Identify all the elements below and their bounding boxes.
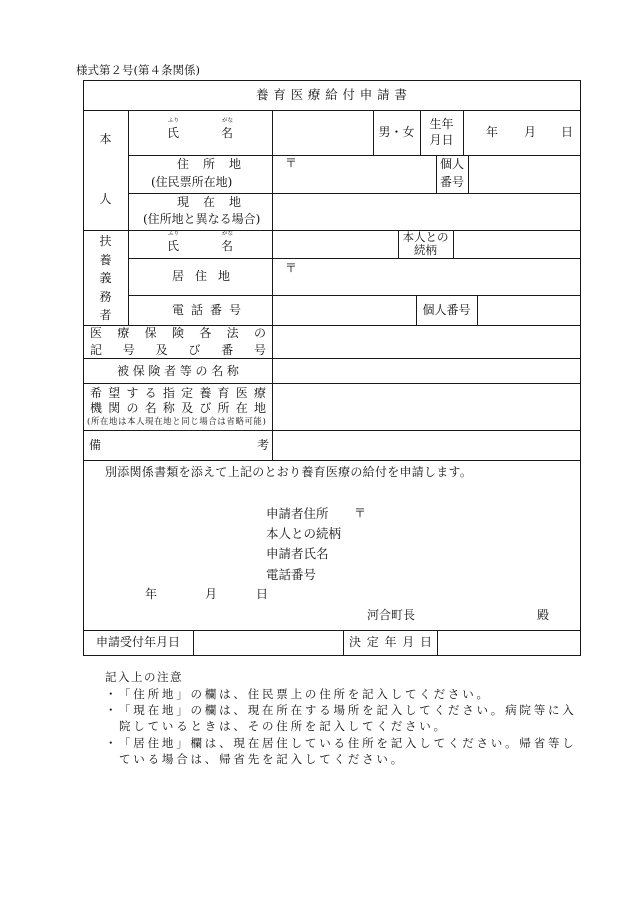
- note-bullet: ・: [105, 703, 120, 717]
- label-char: 場: [199, 416, 208, 426]
- label-char: 番: [221, 343, 234, 357]
- received-date-label: 申請受付年月日: [95, 635, 180, 649]
- label-char: 養: [99, 252, 112, 267]
- patient-group-label: [99, 133, 112, 205]
- label-char: 年: [384, 635, 397, 649]
- label-char: 法: [226, 326, 239, 340]
- label-char: 在: [100, 416, 109, 426]
- label-char: 険: [148, 364, 161, 378]
- honorific: 殿: [537, 608, 550, 622]
- patient-sex-options: 男・女: [378, 125, 415, 139]
- patient-individual-number-value-cell: [468, 155, 581, 194]
- application-month-unit: 月: [205, 587, 218, 601]
- guardian-relationship-label-line1: 本人との: [402, 230, 449, 244]
- application-day-unit: 日: [256, 587, 269, 601]
- label-char: 者: [99, 308, 112, 322]
- guardian-residence-label: [172, 270, 230, 282]
- note-bullet: ・: [105, 736, 120, 750]
- label-char: (: [87, 416, 91, 426]
- applicant-postal-mark: 〒: [354, 506, 367, 520]
- label-char: 医: [90, 326, 103, 340]
- insured-name-value-cell: [272, 358, 581, 384]
- label-char: 同: [181, 416, 190, 426]
- guardian-relationship-value-cell: [453, 230, 581, 259]
- label-char: 地: [228, 157, 241, 171]
- patient-address-note: (住民票所在地): [151, 175, 233, 189]
- label-char: 住: [194, 269, 207, 283]
- note-line: 「居住地」欄は、現在居住している住所を記入してください。帰省等し: [119, 736, 577, 750]
- patient-name-label: [167, 127, 233, 139]
- form-title: [256, 89, 407, 102]
- label-char: 本: [99, 132, 112, 146]
- patient-individual-number-label-line1: 個人: [439, 157, 464, 171]
- note-line: 「現在地」の欄は、現在所在する場所を記入してください。病院等に入: [119, 703, 577, 717]
- patient-birth-label-line2: 月日: [429, 133, 454, 147]
- label-char: 考: [256, 438, 269, 452]
- label-char: 番: [209, 303, 222, 317]
- label-char: と: [172, 416, 181, 426]
- label-char: 能: [253, 416, 262, 426]
- applicant-address-label: 申請者住所: [266, 506, 329, 521]
- label-char: 称: [162, 401, 175, 415]
- label-char: 療: [117, 326, 130, 340]
- patient-individual-number-label-line2: 番号: [439, 175, 464, 189]
- label-char: じ: [190, 416, 199, 426]
- label-char: 決: [349, 635, 362, 649]
- label-char: 定: [366, 635, 379, 649]
- label-char: 在: [202, 195, 215, 209]
- label-char: 定: [181, 386, 194, 400]
- label-char: 指: [162, 386, 175, 400]
- label-char: 希: [90, 386, 103, 400]
- label-char: 望: [108, 386, 121, 400]
- applicant-phone-label: 電話番号: [266, 567, 317, 582]
- label-char: 備: [89, 438, 102, 452]
- guardian-group-label: [99, 235, 112, 321]
- note-line: 「住所地」の欄は、住民票上の住所を記入してください。: [119, 687, 491, 701]
- label-char: 称: [226, 364, 239, 378]
- patient-birth-month-unit: 月: [524, 125, 537, 139]
- patient-name-value-cell: [272, 110, 374, 156]
- label-char: 住: [177, 157, 190, 171]
- label-char: 在: [235, 401, 248, 415]
- patient-current-label: [177, 196, 241, 208]
- guardian-individual-number-value-cell: [477, 295, 581, 326]
- label-char: 医: [290, 87, 304, 102]
- patient-current-note: (住所地と異なる場合): [143, 212, 261, 226]
- label-char: 名: [211, 364, 224, 378]
- label-char: 療: [307, 87, 321, 102]
- declaration-block: [83, 460, 581, 631]
- label-char: 給: [325, 87, 338, 102]
- insurance-label-line1: [90, 327, 266, 339]
- guardian-individual-number-label: 個人番号: [422, 303, 471, 317]
- label-char: の: [126, 401, 139, 415]
- label-char: 話: [190, 303, 203, 317]
- label-char: 人: [136, 416, 145, 426]
- addressee: 河合町長: [367, 608, 416, 622]
- label-char: 名: [220, 239, 233, 253]
- guardian-name-value-cell: [272, 230, 399, 259]
- patient-birth-year-unit: 年: [486, 125, 499, 139]
- institution-label-line1: [90, 387, 266, 399]
- label-char: 医: [235, 386, 248, 400]
- guardian-name-label: [167, 240, 233, 252]
- label-char: 療: [253, 386, 266, 400]
- institution-note: [87, 417, 266, 425]
- label-char: 務: [99, 289, 112, 304]
- label-char: 申: [359, 87, 373, 102]
- patient-birth-label-line1: 生年: [429, 117, 454, 131]
- label-char: 及: [155, 343, 168, 357]
- received-date-value-cell: [193, 630, 344, 656]
- label-char: び: [188, 343, 201, 357]
- label-char: 所: [90, 416, 100, 426]
- label-char: は: [118, 416, 127, 426]
- label-char: る: [144, 386, 157, 400]
- label-char: 日: [419, 635, 432, 649]
- label-char: 所: [202, 157, 215, 171]
- label-char: 本: [127, 416, 136, 426]
- label-char: 地: [228, 195, 241, 209]
- label-char: 名: [144, 401, 157, 415]
- label-char: 号: [122, 343, 135, 357]
- label-char: の: [253, 326, 266, 340]
- guardian-phone-value-cell: [272, 295, 417, 326]
- label-char: 保: [144, 326, 157, 340]
- patient-postal-mark: 〒: [285, 156, 298, 170]
- label-char: 地: [109, 416, 118, 426]
- institution-value-cell: [272, 383, 581, 431]
- label-char: 省: [226, 416, 235, 426]
- guardian-postal-mark: 〒: [285, 261, 298, 275]
- label-char: 号: [253, 343, 266, 357]
- label-char: 育: [217, 386, 230, 400]
- application-year-unit: 年: [145, 587, 158, 601]
- label-char: の: [195, 364, 208, 378]
- patient-address-label: [177, 158, 241, 170]
- label-char: 名: [220, 126, 233, 140]
- patient-birth-day-unit: 日: [561, 125, 574, 139]
- insurance-label-line2: [90, 344, 266, 356]
- label-char: す: [126, 386, 139, 400]
- label-char: 在: [154, 416, 163, 426]
- label-char: 者: [164, 364, 177, 378]
- label-char: 及: [181, 401, 194, 415]
- decision-date-value-cell: [437, 630, 581, 656]
- form-number: 様式第２号(第４条関係): [76, 63, 200, 77]
- label-char: は: [217, 416, 226, 426]
- label-char: 等: [179, 364, 192, 378]
- label-char: 扶: [99, 234, 112, 248]
- guardian-phone-label: [172, 304, 241, 316]
- label-char: 機: [90, 401, 103, 415]
- label-char: 保: [132, 364, 145, 378]
- insured-name-label: [117, 365, 239, 377]
- label-char: 月: [402, 635, 415, 649]
- label-char: 記: [90, 343, 103, 357]
- remarks-value-cell: [272, 430, 581, 461]
- label-char: 現: [177, 195, 190, 209]
- patient-current-value-cell: [272, 193, 581, 231]
- label-char: 号: [228, 303, 241, 317]
- note-line: ている場合は、帰省先を記入してください。: [119, 752, 405, 766]
- label-char: 人: [99, 192, 112, 206]
- notes-heading: 記入上の注意: [105, 670, 183, 684]
- label-char: 各: [199, 326, 212, 340]
- guardian-relationship-label-line2: 続柄: [414, 243, 437, 257]
- label-char: 請: [377, 87, 390, 102]
- guardian-name-ruby-left: ふり: [168, 231, 180, 237]
- label-char: び: [199, 401, 212, 415]
- label-char: 氏: [167, 239, 180, 253]
- patient-name-ruby-left: ふり: [168, 118, 180, 124]
- label-char: 被: [117, 364, 130, 378]
- note-bullet: ・: [105, 687, 120, 701]
- label-char: 険: [171, 326, 184, 340]
- label-char: 可: [244, 416, 253, 426]
- guardian-residence-value-cell: [272, 258, 581, 296]
- label-char: 地: [217, 269, 230, 283]
- label-char: 書: [394, 87, 407, 102]
- label-char: 関: [108, 401, 121, 415]
- label-char: 居: [172, 269, 185, 283]
- decision-date-label: [349, 636, 432, 648]
- label-char: 所: [217, 401, 230, 415]
- label-char: 養: [256, 87, 269, 102]
- institution-label-line2: [90, 402, 266, 414]
- label-char: 付: [342, 87, 355, 102]
- label-char: 電: [172, 303, 185, 317]
- label-char: ): [262, 416, 266, 426]
- label-char: 義: [99, 271, 112, 285]
- guardian-name-ruby-right: がな: [222, 231, 234, 237]
- label-char: 合: [208, 416, 217, 426]
- label-char: 地: [253, 401, 266, 415]
- insurance-value-cell: [272, 325, 581, 359]
- label-char: 現: [145, 416, 154, 426]
- label-char: 養: [199, 386, 212, 400]
- applicant-relationship-label: 本人との続柄: [266, 526, 342, 541]
- label-char: 育: [273, 87, 286, 102]
- patient-name-ruby-right: がな: [222, 118, 234, 124]
- label-char: 略: [235, 416, 244, 426]
- label-char: 氏: [167, 126, 180, 140]
- remarks-label: [89, 439, 269, 451]
- declaration-statement: 別添関係書類を添えて上記のとおり養育医療の給付を申請します。: [105, 465, 473, 479]
- note-line: 院しているときは、その住所を記入してください。: [119, 719, 448, 733]
- applicant-name-label: 申請者氏名: [266, 546, 329, 561]
- label-char: 地: [163, 416, 172, 426]
